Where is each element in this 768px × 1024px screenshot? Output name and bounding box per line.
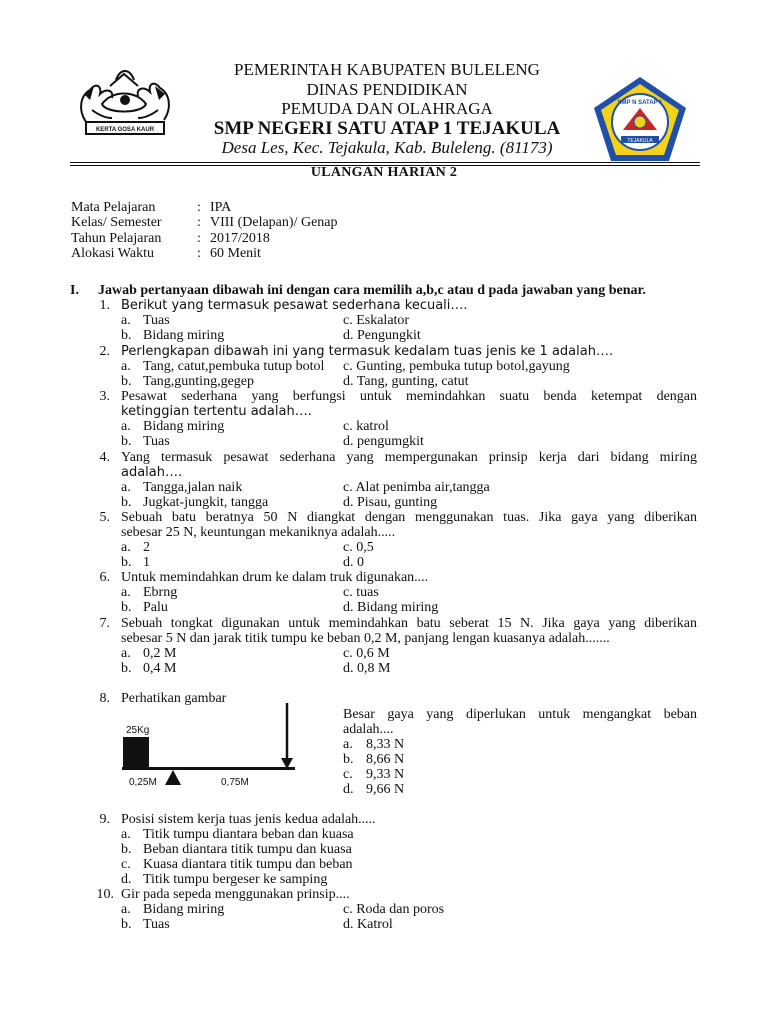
option-c: 9,33 N bbox=[366, 767, 405, 782]
question-number: 5. bbox=[99, 510, 110, 525]
header-line-youth-sport: PEMUDA DAN OLAHRAGA bbox=[281, 99, 493, 118]
meta-label-duration: Alokasi Waktu bbox=[71, 246, 154, 261]
option-label: b. bbox=[121, 328, 132, 343]
question-number: 1. bbox=[99, 298, 110, 313]
question-text: Sebuah tongkat digunakan untuk memindahkan batu seberat 15 N. Jika gaya yang diberikan bbox=[121, 616, 697, 631]
option-b: 0,4 M bbox=[143, 661, 177, 676]
right-logo-bottom-text: TEJAKULA bbox=[627, 138, 653, 144]
load-arm-length-label: 0,25M bbox=[129, 777, 157, 788]
option-c: c. Roda dan poros bbox=[343, 902, 445, 917]
meta-colon: : bbox=[197, 200, 201, 215]
question-number: 10. bbox=[96, 887, 114, 902]
option-label: b. bbox=[121, 661, 132, 676]
section-instruction: Jawab pertanyaan dibawah ini dengan cara memilih a,b,c atau d pada jawaban yang benar. bbox=[98, 283, 646, 298]
option-label: b. bbox=[343, 752, 354, 767]
question-text: Berikut yang termasuk pesawat sederhana kecuali…. bbox=[121, 298, 468, 313]
option-c: c. 0,6 M bbox=[343, 646, 390, 661]
question-text: Perlengkapan dibawah ini yang termasuk kedalam tuas jenis ke 1 adalah…. bbox=[121, 344, 614, 359]
header-line-department: DINAS PENDIDIKAN bbox=[306, 80, 468, 99]
option-d: Titik tumpu bergeser ke samping bbox=[143, 872, 328, 887]
meta-label-class: Kelas/ Semester bbox=[71, 215, 162, 230]
option-a: 2 bbox=[143, 540, 150, 555]
meta-colon: : bbox=[197, 231, 201, 246]
option-b: Palu bbox=[143, 600, 168, 615]
school-emblem-logo bbox=[591, 74, 689, 164]
option-a: Bidang miring bbox=[143, 419, 225, 434]
option-d: d. Katrol bbox=[343, 917, 393, 932]
option-label: a. bbox=[121, 419, 131, 434]
option-label: a. bbox=[121, 540, 131, 555]
question-text: Perhatikan gambar bbox=[121, 691, 227, 706]
option-c: c. 0,5 bbox=[343, 540, 374, 555]
left-logo-motto: KERTA GOSA KAUR bbox=[95, 127, 155, 133]
option-label: d. bbox=[343, 782, 354, 797]
option-label: b. bbox=[121, 600, 132, 615]
section-number: I. bbox=[70, 283, 79, 298]
option-b: Beban diantara titik tumpu dan kuasa bbox=[143, 842, 352, 857]
option-a: Tuas bbox=[143, 313, 170, 328]
question-text: Gir pada sepeda menggunakan prinsip.... bbox=[121, 887, 350, 902]
meta-label-year: Tahun Pelajaran bbox=[71, 231, 162, 246]
option-label: a. bbox=[121, 359, 131, 374]
question-text: Posisi sistem kerja tuas jenis kedua adalah..... bbox=[121, 812, 376, 827]
option-label: a. bbox=[121, 827, 131, 842]
meta-value-year: 2017/2018 bbox=[210, 231, 270, 246]
option-c: c. Gunting, pembuka tutup botol,gayung bbox=[343, 359, 570, 374]
meta-label-subject: Mata Pelajaran bbox=[71, 200, 156, 215]
question-text: Sebuah batu beratnya 50 N diangkat dengan menggunakan tuas. Jika gaya yang diberikan bbox=[121, 510, 697, 525]
option-b: Tuas bbox=[143, 434, 170, 449]
option-c: c. katrol bbox=[343, 419, 389, 434]
option-label: b. bbox=[121, 917, 132, 932]
option-label: a. bbox=[121, 480, 131, 495]
option-a: Bidang miring bbox=[143, 902, 225, 917]
question-text-cont: sebesar 5 N dan jarak titik tumpu ke beban 0,2 M, panjang lengan kuasanya adalah....... bbox=[121, 631, 610, 646]
q8-question-text-cont: adalah.... bbox=[343, 722, 394, 737]
lever-figure bbox=[120, 700, 305, 792]
option-c: Kuasa diantara titik tumpu dan beban bbox=[143, 857, 353, 872]
option-label: c. bbox=[343, 767, 353, 782]
option-label: a. bbox=[121, 902, 131, 917]
load-block bbox=[123, 737, 149, 767]
option-a: 0,2 M bbox=[143, 646, 177, 661]
option-c: c. tuas bbox=[343, 585, 379, 600]
header-line-government: PEMERINTAH KABUPATEN BULELENG bbox=[234, 60, 540, 79]
option-a: Ebrng bbox=[143, 585, 178, 600]
option-d: d. pengumgkit bbox=[343, 434, 424, 449]
option-label: b. bbox=[121, 374, 132, 389]
q8-question-text: Besar gaya yang diperlukan untuk mengangkat beban bbox=[343, 707, 697, 722]
option-b: Jugkat-jungkit, tangga bbox=[143, 495, 269, 510]
option-d: 9,66 N bbox=[366, 782, 405, 797]
option-d: d. Pengungkit bbox=[343, 328, 421, 343]
option-b: Tang,gunting,gegep bbox=[143, 374, 254, 389]
option-a: 8,33 N bbox=[366, 737, 405, 752]
option-b: 8,66 N bbox=[366, 752, 405, 767]
question-text-cont: ketinggian tertentu adalah…. bbox=[121, 404, 312, 419]
option-label: a. bbox=[121, 646, 131, 661]
option-label: b. bbox=[121, 842, 132, 857]
right-logo-text: SMP N SATAP 1 bbox=[617, 100, 663, 106]
question-text: Pesawat sederhana yang berfungsi untuk memindahkan suatu benda ketempat dengan bbox=[121, 389, 697, 404]
question-text: Untuk memindahkan drum ke dalam truk digunakan.... bbox=[121, 570, 429, 585]
option-a: Tangga,jalan naik bbox=[143, 480, 243, 495]
lever-beam bbox=[122, 767, 295, 770]
meta-value-duration: 60 Menit bbox=[210, 246, 261, 261]
option-a: Titik tumpu diantara beban dan kuasa bbox=[143, 827, 354, 842]
meta-value-class: VIII (Delapan)/ Genap bbox=[210, 215, 338, 230]
option-b: Tuas bbox=[143, 917, 170, 932]
question-number: 6. bbox=[99, 570, 110, 585]
option-d: d. Tang, gunting, catut bbox=[343, 374, 469, 389]
option-c: c. Alat penimba air,tangga bbox=[343, 480, 490, 495]
option-label: c. bbox=[121, 857, 131, 872]
option-label: a. bbox=[343, 737, 353, 752]
question-number: 4. bbox=[99, 450, 110, 465]
question-number: 2. bbox=[99, 344, 110, 359]
load-weight-label: 25Kg bbox=[126, 725, 150, 736]
option-label: a. bbox=[121, 585, 131, 600]
effort-arm-length-label: 0,75M bbox=[221, 777, 249, 788]
fulcrum bbox=[165, 770, 181, 785]
option-d: d. 0,8 M bbox=[343, 661, 391, 676]
meta-colon: : bbox=[197, 246, 201, 261]
option-c: c. Eskalator bbox=[343, 313, 410, 328]
meta-value-subject: IPA bbox=[210, 200, 232, 215]
buleleng-emblem-logo bbox=[72, 60, 177, 140]
question-number: 9. bbox=[99, 812, 110, 827]
option-b: Bidang miring bbox=[143, 328, 225, 343]
question-number: 8. bbox=[99, 691, 110, 706]
header-address: Desa Les, Kec. Tejakula, Kab. Buleleng. (81173) bbox=[221, 138, 553, 157]
question-text-cont: sebesar 25 N, keuntungan mekaniknya adalah..... bbox=[121, 525, 396, 540]
question-number: 7. bbox=[99, 616, 110, 631]
question-number: 3. bbox=[99, 389, 110, 404]
option-d: d. 0 bbox=[343, 555, 364, 570]
option-label: b. bbox=[121, 555, 132, 570]
header-school-name: SMP NEGERI SATU ATAP 1 TEJAKULA bbox=[213, 118, 561, 139]
option-label: a. bbox=[121, 313, 131, 328]
option-a: Tang, catut,pembuka tutup botol bbox=[143, 359, 325, 374]
exam-title: ULANGAN HARIAN 2 bbox=[310, 165, 458, 180]
meta-colon: : bbox=[197, 215, 201, 230]
option-d: d. Bidang miring bbox=[343, 600, 439, 615]
option-label: b. bbox=[121, 434, 132, 449]
option-b: 1 bbox=[143, 555, 150, 570]
option-d: d. Pisau, gunting bbox=[343, 495, 438, 510]
question-text-cont: adalah…. bbox=[121, 465, 183, 480]
header-divider-thick bbox=[70, 162, 700, 163]
option-label: b. bbox=[121, 495, 132, 510]
question-text: Yang termasuk pesawat sederhana yang mempergunakan prinsip kerja dari bidang miring bbox=[121, 450, 697, 465]
option-label: d. bbox=[121, 872, 132, 887]
